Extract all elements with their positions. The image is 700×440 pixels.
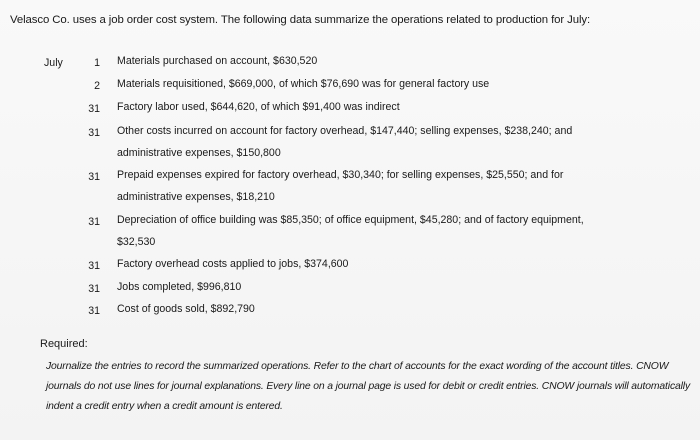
transaction-description [117, 209, 597, 253]
instructions-text [46, 357, 696, 417]
intro-text: Velasco Co. uses a job order cost system. The following data summarize the operations related to production for July: [10, 14, 591, 26]
transaction-day: 31 [88, 305, 100, 317]
instructions-line: indent a credit entry when a credit amount is entered. [46, 401, 283, 412]
transaction-description [117, 253, 597, 275]
instructions-line: journals do not use lines for journal explanations. Every line on a journal page is used for debit or credit entries. CNOW journals will automatically [46, 381, 690, 392]
transaction-day: 1 [94, 57, 100, 69]
description-line: Materials requisitioned, $669,000, of which $76,690 was for general factory use [117, 78, 490, 90]
required-heading: Required: [40, 338, 88, 350]
transaction-day: 31 [88, 283, 100, 295]
transaction-day: 31 [88, 171, 100, 183]
transaction-day: 31 [88, 127, 100, 139]
transaction-day: 2 [94, 80, 100, 92]
transaction-description [117, 73, 597, 95]
description-line: Cost of goods sold, $892,790 [117, 303, 255, 315]
transaction-description [117, 96, 597, 118]
transaction-day: 31 [88, 260, 100, 272]
description-line: Factory overhead costs applied to jobs, $374,600 [117, 258, 349, 270]
transaction-day: 31 [88, 103, 100, 115]
transaction-description [117, 276, 597, 298]
description-line: Factory labor used, $644,620, of which $91,400 was indirect [117, 101, 400, 113]
transaction-description [117, 164, 597, 208]
transaction-description [117, 120, 597, 164]
description-line: Other costs incurred on account for factory overhead, $147,440; selling expenses, $238,240; and [117, 125, 573, 137]
transaction-day: 31 [88, 216, 100, 228]
instructions-line: Journalize the entries to record the summarized operations. Refer to the chart of accounts for the exact wording of the account titles. CNOW [46, 361, 669, 372]
month-label: July [44, 57, 63, 69]
description-line: $32,530 [117, 236, 156, 248]
transaction-description [117, 298, 597, 320]
description-line: Jobs completed, $996,810 [117, 281, 242, 293]
description-line: Prepaid expenses expired for factory overhead, $30,340; for selling expenses, $25,550; and for [117, 169, 564, 181]
description-line: administrative expenses, $150,800 [117, 147, 281, 159]
description-line: Materials purchased on account, $630,520 [117, 55, 318, 67]
transaction-description [117, 50, 597, 72]
description-line: Depreciation of office building was $85,350; of office equipment, $45,280; and of factory equipment, [117, 214, 584, 226]
description-line: administrative expenses, $18,210 [117, 191, 275, 203]
